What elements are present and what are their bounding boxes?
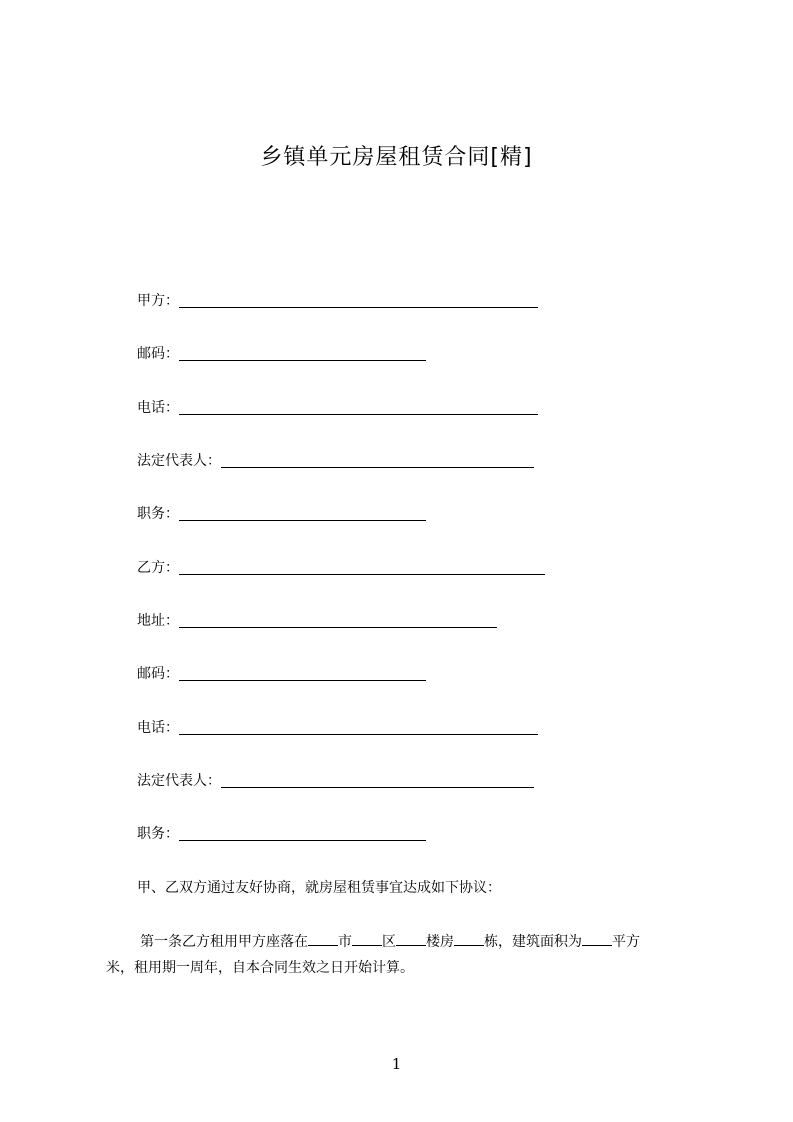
party-b-postcode-label: 邮码：	[137, 666, 179, 682]
agreement-intro: 甲、乙双方通过友好协商，就房屋租赁事宜达成如下协议：	[137, 880, 501, 896]
party-b-address-field	[137, 611, 497, 631]
party-a-legal-rep-field	[137, 451, 534, 471]
party-b-phone-label: 电话：	[137, 720, 179, 736]
party-b-postcode-blank-line[interactable]	[179, 679, 426, 681]
party-a-postcode-blank-line[interactable]	[179, 359, 426, 361]
party-a-position-label: 职务：	[137, 506, 179, 522]
party-b-blank-line[interactable]	[179, 573, 545, 575]
article-1-text-5: 栋，建筑面积为	[484, 934, 582, 950]
party-a-label: 甲方：	[137, 293, 179, 309]
article-1-text-3: 区	[382, 934, 396, 950]
party-b-legal-rep-blank-line[interactable]	[221, 786, 534, 788]
article-1-line-2: 米，租用期一周年，自本合同生效之日开始计算。	[106, 960, 414, 976]
party-a-legal-rep-blank-line[interactable]	[221, 466, 534, 468]
area-blank[interactable]	[582, 931, 612, 946]
party-b-field	[137, 558, 545, 578]
unit-blank[interactable]	[454, 931, 484, 946]
party-a-field	[137, 291, 538, 311]
party-b-postcode-field	[137, 664, 426, 684]
party-b-position-field	[137, 824, 426, 844]
party-b-legal-rep-field	[137, 771, 534, 791]
party-a-phone-field	[137, 398, 538, 418]
party-a-phone-label: 电话：	[137, 400, 179, 416]
party-a-postcode-label: 邮码：	[137, 346, 179, 362]
party-b-label: 乙方：	[137, 560, 179, 576]
party-a-legal-rep-label: 法定代表人：	[137, 453, 221, 469]
building-blank[interactable]	[396, 931, 426, 946]
article-1-line-1	[140, 931, 640, 952]
party-b-position-label: 职务：	[137, 826, 179, 842]
article-1-text-2: 市	[338, 934, 352, 950]
party-a-position-blank-line[interactable]	[179, 519, 426, 521]
page-number: 1	[391, 1055, 402, 1073]
party-b-position-blank-line[interactable]	[179, 839, 426, 841]
party-a-position-field	[137, 504, 426, 524]
city-blank[interactable]	[308, 931, 338, 946]
party-b-address-blank-line[interactable]	[179, 626, 497, 628]
district-blank[interactable]	[352, 931, 382, 946]
document-title: 乡镇单元房屋租赁合同[精]	[260, 145, 533, 170]
party-a-postcode-field	[137, 344, 426, 364]
party-a-blank-line[interactable]	[179, 306, 538, 308]
party-b-phone-blank-line[interactable]	[179, 733, 538, 735]
article-1-text-4: 楼房	[426, 934, 454, 950]
party-b-legal-rep-label: 法定代表人：	[137, 773, 221, 789]
party-b-phone-field	[137, 718, 538, 738]
article-1-text-1: 第一条乙方租用甲方座落在	[140, 934, 308, 950]
party-b-address-label: 地址：	[137, 613, 179, 629]
article-1-text-6: 平方	[612, 934, 640, 950]
party-a-phone-blank-line[interactable]	[179, 413, 538, 415]
